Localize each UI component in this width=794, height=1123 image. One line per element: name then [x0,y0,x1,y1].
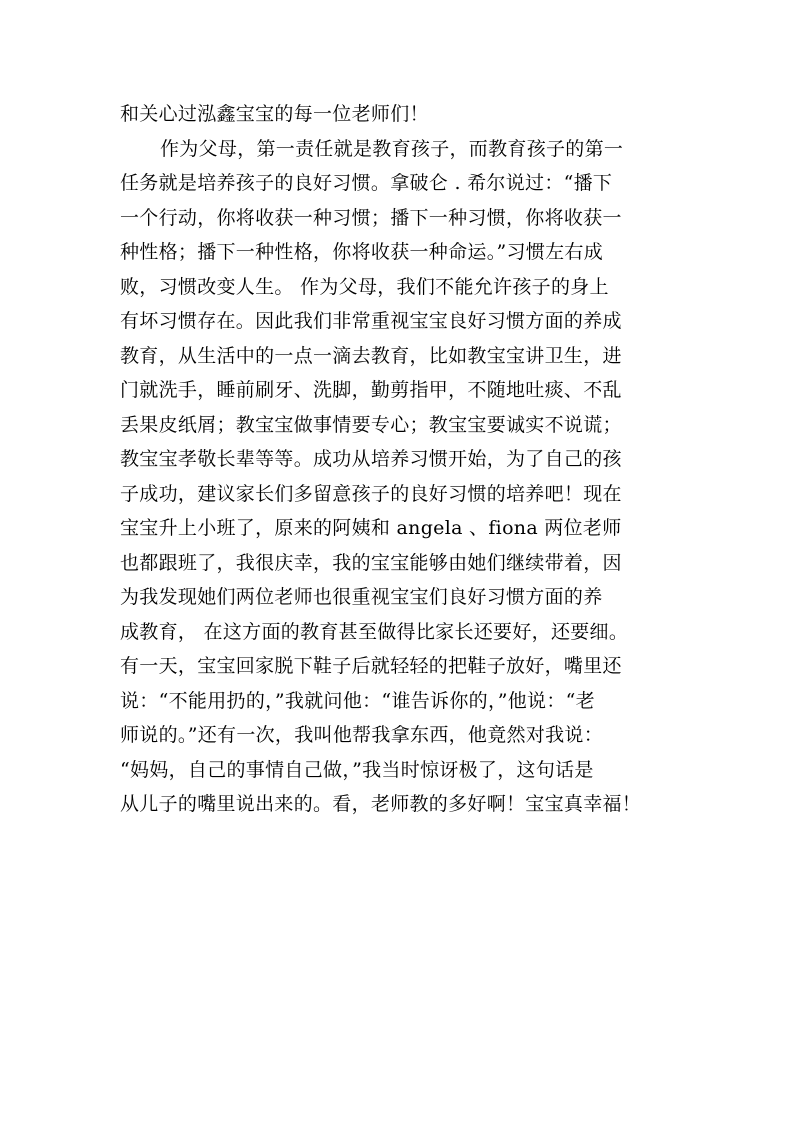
text-line: 种性格；播下一种性格，你将收获一种命运。”习惯左右成 [120,241,604,263]
text-line: 教宝宝孝敬长辈等等。成功从培养习惯开始，为了自己的孩 [120,448,622,470]
body-text [120,97,680,822]
text-line: 任务就是培养孩子的良好习惯。拿破仑 . 希尔说过：“播下 [120,172,613,194]
text-line: 教育，从生活中的一点一滴去教育，比如教宝宝讲卫生，进 [120,344,622,367]
text-line: 门就洗手，睡前刷牙、洗脚，勤剪指甲，不随地吐痰、不乱 [120,379,622,401]
text-line: 成教育， 在这方面的教育甚至做得比家长还要好，还要细。 [120,620,629,643]
text-line: 师说的。”还有一次，我叫他帮我拿东西，他竟然对我说： [120,724,604,746]
text-line: 也都跟班了，我很庆幸，我的宝宝能够由她们继续带着，因 [120,551,622,574]
text-line: 从儿子的嘴里说出来的。看，老师教的多好啊！宝宝真幸福！ [120,793,642,815]
text-line: 和关心过泓鑫宝宝的每一位老师们！ [120,103,429,125]
text-line: 作为父母，第一责任就是教育孩子，而教育孩子的第一 [160,137,624,160]
text-line: 有一天，宝宝回家脱下鞋子后就轻轻的把鞋子放好，嘴里还 [120,655,622,677]
text-line: 丢果皮纸屑；教宝宝做事情要专心；教宝宝要诚实不说谎； [120,413,622,436]
text-line: 子成功，建议家长们多留意孩子的良好习惯的培养吧！现在 [120,482,622,505]
text-line: 说：“不能用扔的，”我就问他：“谁告诉你的，”他说：“老 [120,689,595,712]
text-line: “妈妈，自己的事情自己做，”我当时惊讶极了，这句话是 [120,758,594,781]
text-line: 为我发现她们两位老师也很重视宝宝们良好习惯方面的养 [120,586,603,608]
text-line: 败，习惯改变人生。 作为父母，我们不能允许孩子的身上 [120,275,609,298]
text-line: 一个行动，你将收获一种习惯；播下一种习惯，你将收获一 [120,206,622,229]
text-line: 宝宝升上小班了，原来的阿姨和 angela 、fiona 两位老师 [120,517,622,539]
text-line: 有坏习惯存在。因此我们非常重视宝宝良好习惯方面的养成 [120,310,622,332]
